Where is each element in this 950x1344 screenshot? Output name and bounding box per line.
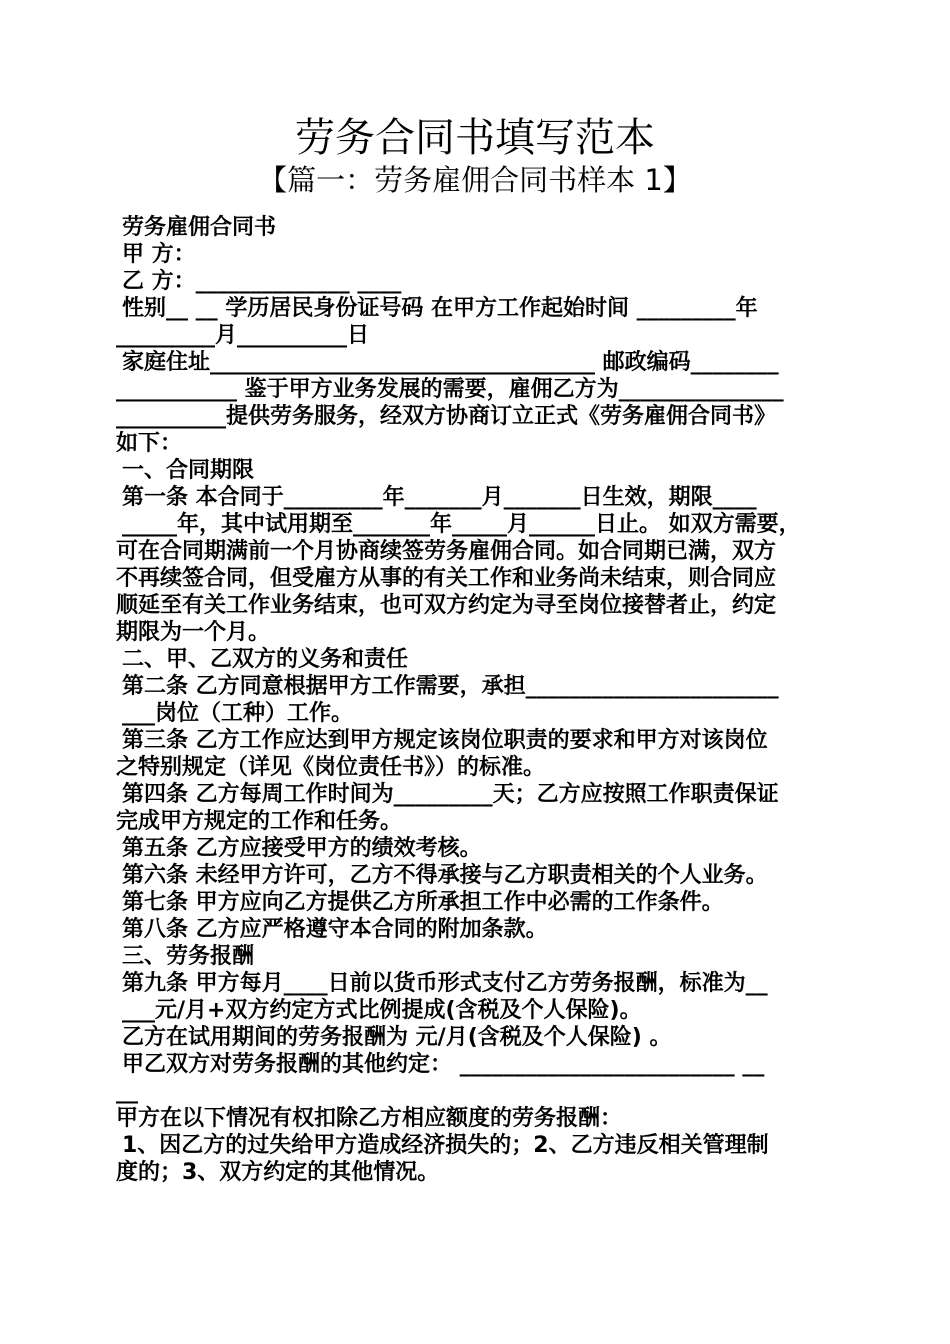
article-line: 第二条 乙方同意根据甲方工作需要，承担_______________________ <box>122 674 779 699</box>
body-line: 之特别规定（详见《岗位责任书》）的标准。 <box>116 755 546 780</box>
body-line: 不再续签合同，但受雇方从事的有关工作和业务尚未结束，则合同应 <box>116 566 777 591</box>
article-line: 第八条 乙方应严格遵守本合同的附加条款。 <box>122 917 548 942</box>
body-line: 甲方在以下情况有权扣除乙方相应额度的劳务报酬： <box>116 1106 623 1131</box>
body-line: 期限为一个月。 <box>116 620 271 645</box>
body-line: 完成甲方规定的工作和任务。 <box>116 809 403 834</box>
body-line: 可在合同期满前一个月协商续签劳务雇佣合同。如合同期已满，双方 <box>116 539 777 564</box>
section-heading: 三、劳务报酬 <box>122 944 255 969</box>
section-heading: 一、合同期限 <box>122 458 255 483</box>
body-line: ___________ 鉴于甲方业务发展的需要，雇佣乙方为_______________ <box>116 377 784 402</box>
party-a-line: 甲 方： <box>122 242 196 267</box>
article-line: 第三条 乙方工作应达到甲方规定该岗位职责的要求和甲方对该岗位 <box>122 728 768 753</box>
article-line: 第九条 甲方每月____日前以货币形式支付乙方劳务报酬，标准为__ <box>122 971 768 996</box>
section-heading: 二、甲、乙双方的义务和责任 <box>122 647 409 672</box>
article-line: 第四条 乙方每周工作时间为_________天；乙方应按照工作职责保证 <box>122 782 779 807</box>
start-date-line: _________月__________日 <box>116 323 370 348</box>
body-line: 1、因乙方的过失给甲方造成经济损失的；2、乙方违反相关管理制 <box>122 1133 769 1158</box>
party-b-info-line: 性别__ __ 学历居民身份证号码 在甲方工作起始时间 _________年 <box>122 296 758 321</box>
body-line: ___岗位（工种）工作。 <box>122 701 354 726</box>
party-b-line: 乙 方：______________ ____ <box>122 269 402 294</box>
body-line: 甲乙双方对劳务报酬的其他约定： _________________________ __ <box>122 1052 765 1077</box>
body-line: __ <box>116 1079 138 1104</box>
body-line: 如下： <box>116 431 183 456</box>
body-line: _____年，其中试用期至_______年_____月______日止。 如双方需要， <box>122 512 801 537</box>
body-line: 乙方在试用期间的劳务报酬为 元/月(含税及个人保险) 。 <box>122 1025 672 1050</box>
body-line: __________提供劳务服务，经双方协商订立正式《劳务雇佣合同书》 <box>116 404 777 429</box>
contract-body <box>116 214 836 1186</box>
contract-heading: 劳务雇佣合同书 <box>122 215 277 240</box>
article-line: 第一条 本合同于_________年_______月_______日生效，期限____ <box>122 485 757 510</box>
body-line: ___元/月+双方约定方式比例提成(含税及个人保险)。 <box>122 998 642 1023</box>
article-line: 第五条 乙方应接受甲方的绩效考核。 <box>122 836 482 861</box>
article-line: 第七条 甲方应向乙方提供乙方所承担工作中必需的工作条件。 <box>122 890 724 915</box>
document-title: 劳务合同书填写范本 <box>295 115 655 161</box>
body-line: 顺延至有关工作业务结束，也可双方约定为寻至岗位接替者止，约定 <box>116 593 777 618</box>
body-line: 度的；3、双方约定的其他情况。 <box>116 1160 440 1185</box>
document-subtitle: 【篇一：劳务雇佣合同书样本 1】 <box>258 163 692 197</box>
article-line: 第六条 未经甲方许可，乙方不得承接与乙方职责相关的个人业务。 <box>122 863 768 888</box>
address-line: 家庭住址___________________________________ 邮政编码________ <box>122 350 779 375</box>
